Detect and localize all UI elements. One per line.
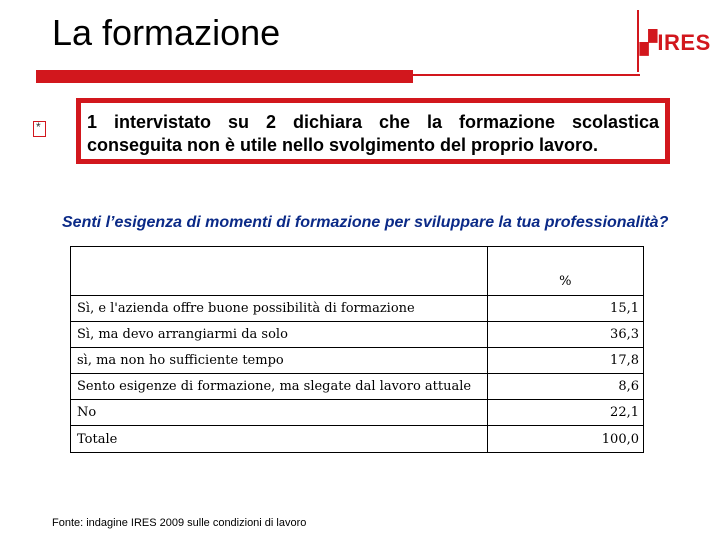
row-label: No bbox=[71, 399, 487, 425]
callout-text: 1 intervistato su 2 dichiara che la formazione scolastica conseguita non è utile nello svolgimento del proprio lavoro. bbox=[87, 112, 659, 155]
row-value: 22,1 bbox=[487, 399, 643, 425]
table-header-percent: % bbox=[559, 273, 572, 289]
table-header-label bbox=[71, 247, 487, 295]
results-table bbox=[70, 246, 644, 453]
table-row bbox=[71, 295, 643, 321]
ires-logo bbox=[640, 30, 711, 56]
row-value: 15,1 bbox=[487, 295, 643, 321]
table-row bbox=[71, 321, 643, 347]
logo-mark-icon: ▞ bbox=[640, 30, 658, 55]
source-note: Fonte: indagine IRES 2009 sulle condizioni di lavoro bbox=[52, 517, 307, 529]
title-underline-thin bbox=[413, 74, 640, 76]
bullet-icon bbox=[33, 121, 46, 137]
row-value: 17,8 bbox=[487, 347, 643, 373]
table-row-total bbox=[71, 425, 643, 453]
logo-text: IRES bbox=[657, 30, 711, 55]
page-title: La formazione bbox=[52, 12, 281, 53]
table-row bbox=[71, 373, 643, 399]
row-label: Sì, ma devo arrangiarmi da solo bbox=[71, 321, 487, 347]
title-underline bbox=[36, 70, 413, 83]
row-label: Totale bbox=[71, 425, 487, 453]
callout-box bbox=[76, 98, 670, 164]
row-label: sì, ma non ho sufficiente tempo bbox=[71, 347, 487, 373]
table-row bbox=[71, 347, 643, 373]
table-header-row bbox=[71, 247, 643, 295]
row-value: 100,0 bbox=[487, 425, 643, 453]
survey-question: Senti l’esigenza di momenti di formazione per sviluppare la tua professionalità? bbox=[62, 214, 669, 231]
row-value: 36,3 bbox=[487, 321, 643, 347]
row-value: 8,6 bbox=[487, 373, 643, 399]
table-row bbox=[71, 399, 643, 425]
row-label: Sì, e l'azienda offre buone possibilità di formazione bbox=[71, 295, 487, 321]
row-label: Sento esigenze di formazione, ma slegate dal lavoro attuale bbox=[71, 373, 487, 399]
results-table-grid bbox=[71, 247, 643, 453]
